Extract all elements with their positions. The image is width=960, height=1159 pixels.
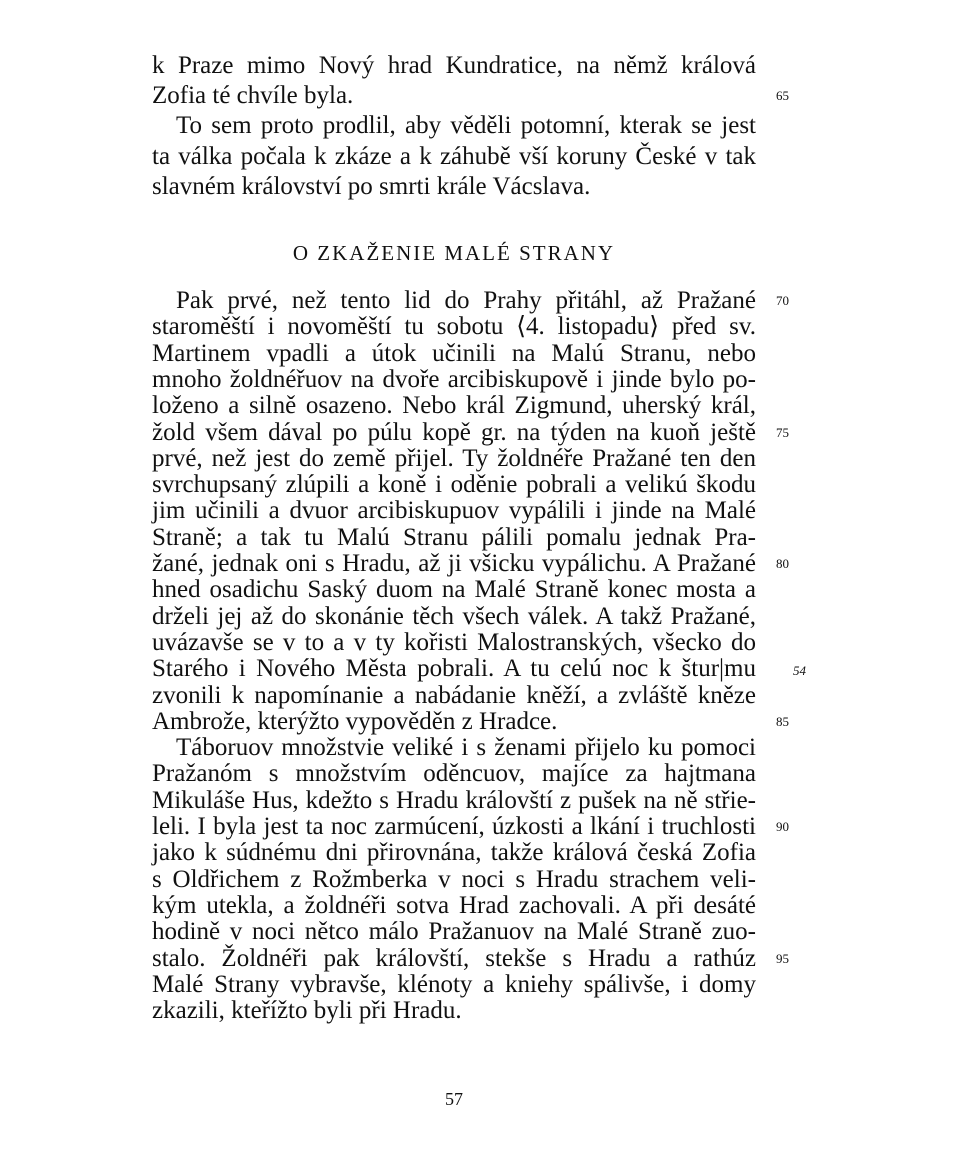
line-number: 75 (776, 425, 789, 440)
text-line: Malé Strany vybravše, klénoty a kniehy spálivše, i domy (152, 971, 756, 998)
text-line: svrchupsaný zlúpili a koně i oděnie pobrali a velikú škodu (152, 471, 756, 498)
text-line: To sem proto prodlil, aby věděli potomní, kterak se jest (176, 112, 756, 139)
line-number: 80 (776, 556, 789, 571)
text-line: Mikuláše Hus, kdežto s Hradu královští z pušek na ně střie- (152, 787, 756, 814)
text-line: prvé, než jest do země přijel. Ty žoldnéře Pražané ten den (152, 445, 756, 472)
line-number: 95 (776, 951, 789, 966)
text-line: Starého i Nového Města pobrali. A tu celú noc k štur|mu (152, 655, 756, 682)
text-line: Pražanóm s množstvím oděncuov, majíce za hajtmana (152, 760, 756, 787)
line-number: 70 (776, 293, 789, 308)
text-line: žold všem dával po púlu kopě gr. na týden na kuoň ještě (152, 419, 756, 446)
text-line: Ambrože, kterýžto vypověděn z Hradce. (152, 708, 558, 735)
text-line: Pak prvé, než tento lid do Prahy přitáhl, až Pražané (176, 287, 756, 314)
text-line: Táboruov množstvie veliké i s ženami přijelo ku pomoci (176, 734, 756, 761)
page-number: 57 (445, 1089, 463, 1109)
text-line: žané, jednak oni s Hradu, až ji všicku vypálichu. A Pražané (152, 550, 756, 577)
line-number: 85 (776, 714, 789, 729)
text-line: Straně; a tak tu Malú Stranu pálili pomalu jednak Pra- (152, 524, 756, 551)
text-line: zvonili k napomínanie a nabádanie kněží, a zvláště kněze (152, 682, 756, 709)
text-line: loženo a silně osazeno. Nebo král Zigmund, uherský král, (152, 392, 756, 419)
text-line: ta válka počala k zkáze a k záhubě vší koruny České v tak (152, 143, 756, 170)
text-line: stalo. Žoldnéři pak královští, stekše s Hradu a rathúz (152, 945, 756, 972)
text-line: jako k súdnému dni přirovnána, takže králová česká Zofia (152, 839, 756, 866)
text-line: staroměští i novoměští tu sobotu ⟨4. listopadu⟩ před sv. (152, 313, 756, 340)
text-line: hned osadichu Saský duom na Malé Straně konec mosta a (152, 576, 756, 603)
line-number: 65 (776, 88, 789, 103)
text-line: Martinem vpadli a útok učinili na Malú Stranu, nebo (152, 340, 756, 367)
source-page-marker: 54 (793, 663, 806, 678)
text-line: leli. I byla jest ta noc zarmúcení, úzkosti a lkání i truchlosti (152, 813, 756, 840)
text-line: Zofia té chvíle byla. (152, 82, 354, 109)
text-line: hodině v noci nětco málo Pražanuov na Malé Straně zuo- (152, 918, 756, 945)
section-heading: O ZKAŽENIE MALÉ STRANY (292, 241, 616, 265)
text-line: slavném království po smrti krále Vácslava. (152, 173, 591, 200)
text-line: drželi jej až do skonánie těch všech válek. A takž Pražané, (152, 603, 756, 630)
text-line: jim učinili a dvuor arcibiskupuov vypálili i jinde na Malé (152, 497, 756, 524)
text-line: kým utekla, a žoldnéři sotva Hrad zachovali. A při desáté (152, 892, 756, 919)
text-line: s Oldřichem z Rožmberka v noci s Hradu strachem veli- (152, 866, 756, 893)
text-line: mnoho žoldnéřuov na dvoře arcibiskupově i jinde bylo po- (152, 366, 756, 393)
text-line: uvázavše se v to a v ty kořisti Malostranských, všecko do (152, 629, 756, 656)
line-number: 90 (776, 819, 789, 834)
text-line: k Praze mimo Nový hrad Kundratice, na němž králová (152, 52, 756, 79)
text-line: zkazili, kteřížto byli při Hradu. (152, 997, 462, 1024)
